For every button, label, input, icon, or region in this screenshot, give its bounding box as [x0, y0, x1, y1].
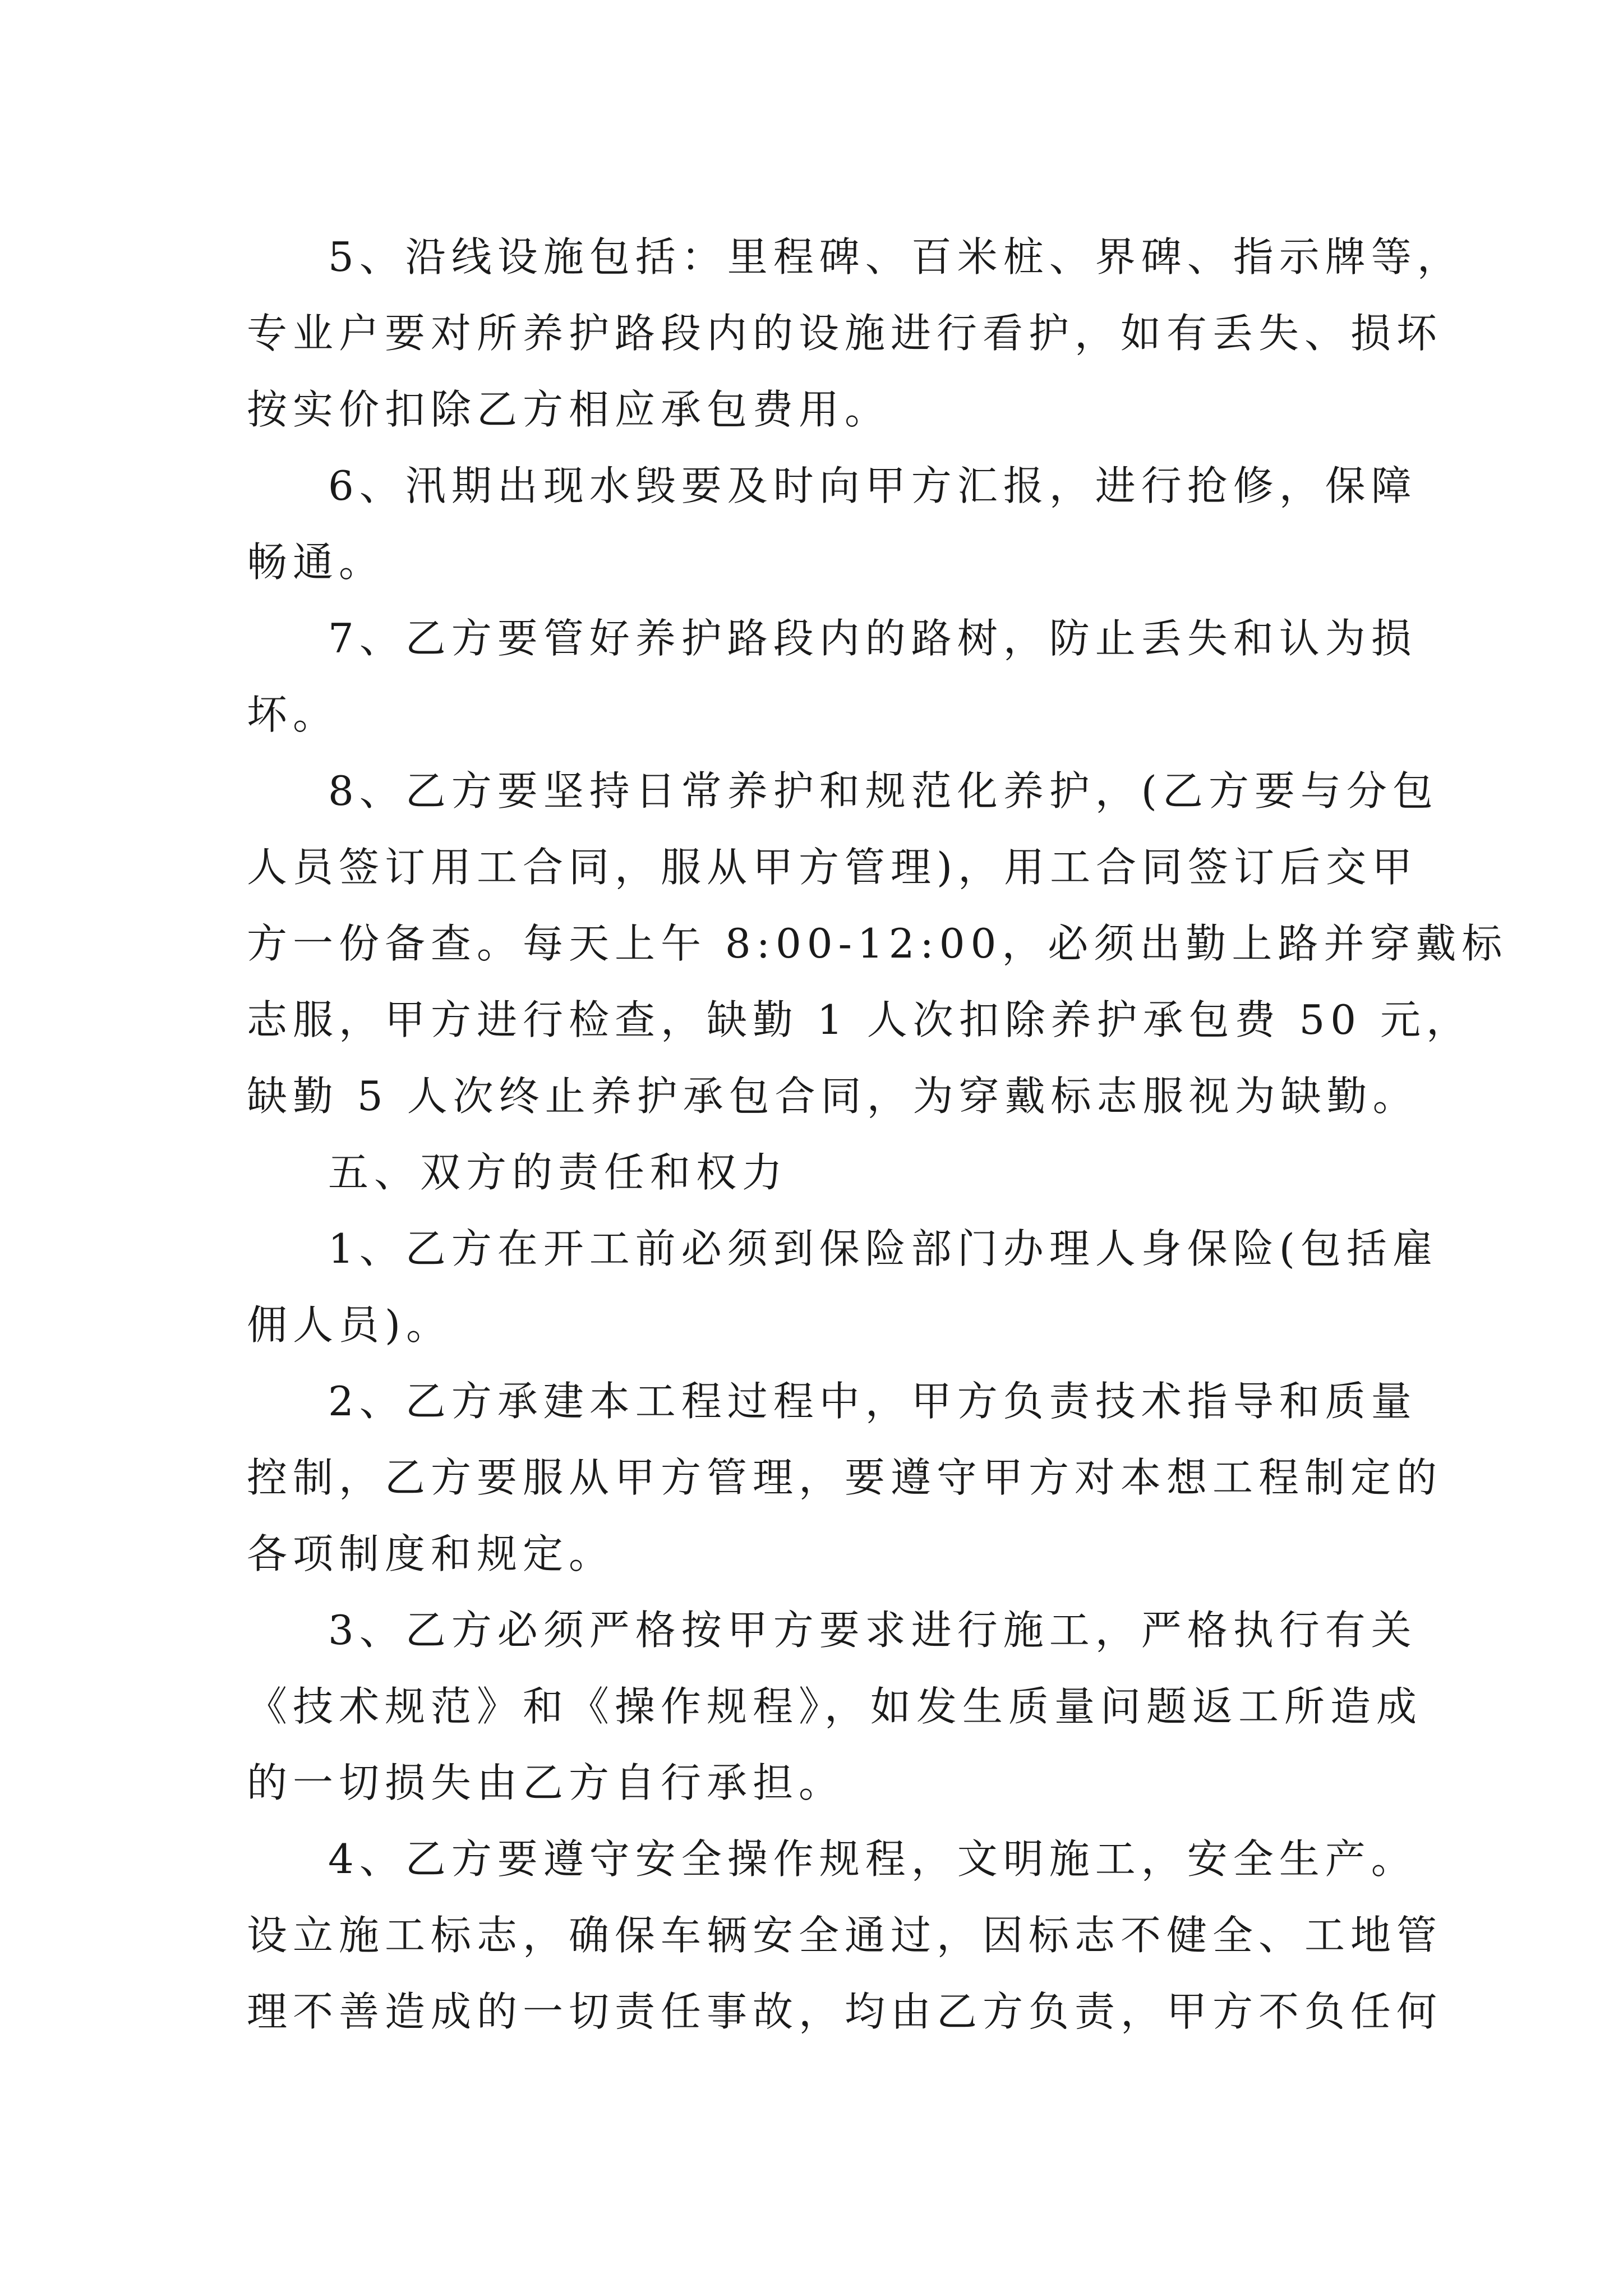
- text-line: 志服，甲方进行检查，缺勤 1 人次扣除养护承包费 50 元，: [247, 996, 1472, 1043]
- text-line: 理不善造成的一切责任事故，均由乙方负责，甲方不负任何: [247, 1988, 1443, 2035]
- text-line: 7、乙方要管好养护路段内的路树，防止丢失和认为损: [328, 615, 1417, 662]
- text-line: 人员签订用工合同，服从甲方管理)，用工合同签订后交甲: [247, 844, 1418, 891]
- paragraph-duty-1: [247, 1211, 1438, 1363]
- text-line: 2、乙方承建本工程过程中，甲方负责技术指导和质量: [328, 1378, 1417, 1425]
- paragraph-duty-2: [247, 1363, 1443, 1592]
- paragraph-duty-4: [247, 1821, 1443, 2050]
- text-line: 6、汛期出现水毁要及时向甲方汇报，进行抢修，保障: [328, 462, 1417, 509]
- paragraph-item-6: [247, 448, 1417, 600]
- text-line: 专业户要对所养护路段内的设施进行看护，如有丢失、损坏: [247, 310, 1443, 357]
- paragraph-item-8: [247, 753, 1508, 1134]
- text-line: 佣人员)。: [247, 1301, 453, 1349]
- text-line: 设立施工标志，确保车辆安全通过，因标志不健全、工地管: [247, 1912, 1443, 1959]
- text-line: 畅通。: [247, 539, 385, 586]
- text-line: 缺勤 5 人次终止养护承包合同，为穿戴标志服视为缺勤。: [247, 1073, 1419, 1120]
- text-line: 3、乙方必须严格按甲方要求进行施工，严格执行有关: [328, 1607, 1417, 1654]
- paragraph-item-5: [247, 219, 1463, 448]
- paragraph-duty-3: [247, 1592, 1423, 1821]
- text-line: 4、乙方要遵守安全操作规程，文明施工，安全生产。: [328, 1835, 1417, 1883]
- text-line: 按实价扣除乙方相应承包费用。: [247, 386, 891, 433]
- text-line: 的一切损失由乙方自行承担。: [247, 1759, 845, 1806]
- text-line: 坏。: [247, 691, 339, 738]
- text-line: 8、乙方要坚持日常养护和规范化养护，(乙方要与分包: [328, 767, 1438, 815]
- section-heading: [247, 1134, 1380, 1211]
- text-line: 1、乙方在开工前必须到保险部门办理人身保险(包括雇: [328, 1225, 1438, 1272]
- paragraph-item-7: [247, 600, 1417, 753]
- document-body: [247, 219, 1508, 2050]
- text-line: 各项制度和规定。: [247, 1530, 615, 1577]
- text-line: 控制，乙方要服从甲方管理，要遵守甲方对本想工程制定的: [247, 1454, 1443, 1501]
- text-line: 方一份备查。每天上午 8:00-12:00，必须出勤上路并穿戴标: [247, 920, 1508, 967]
- text-line: 《技术规范》和《操作规程》，如发生质量问题返工所造成: [247, 1683, 1423, 1730]
- heading-text: 五、双方的责任和权力: [328, 1149, 789, 1196]
- text-line: 5、沿线设施包括：里程碑、百米桩、界碑、指示牌等，: [328, 233, 1463, 280]
